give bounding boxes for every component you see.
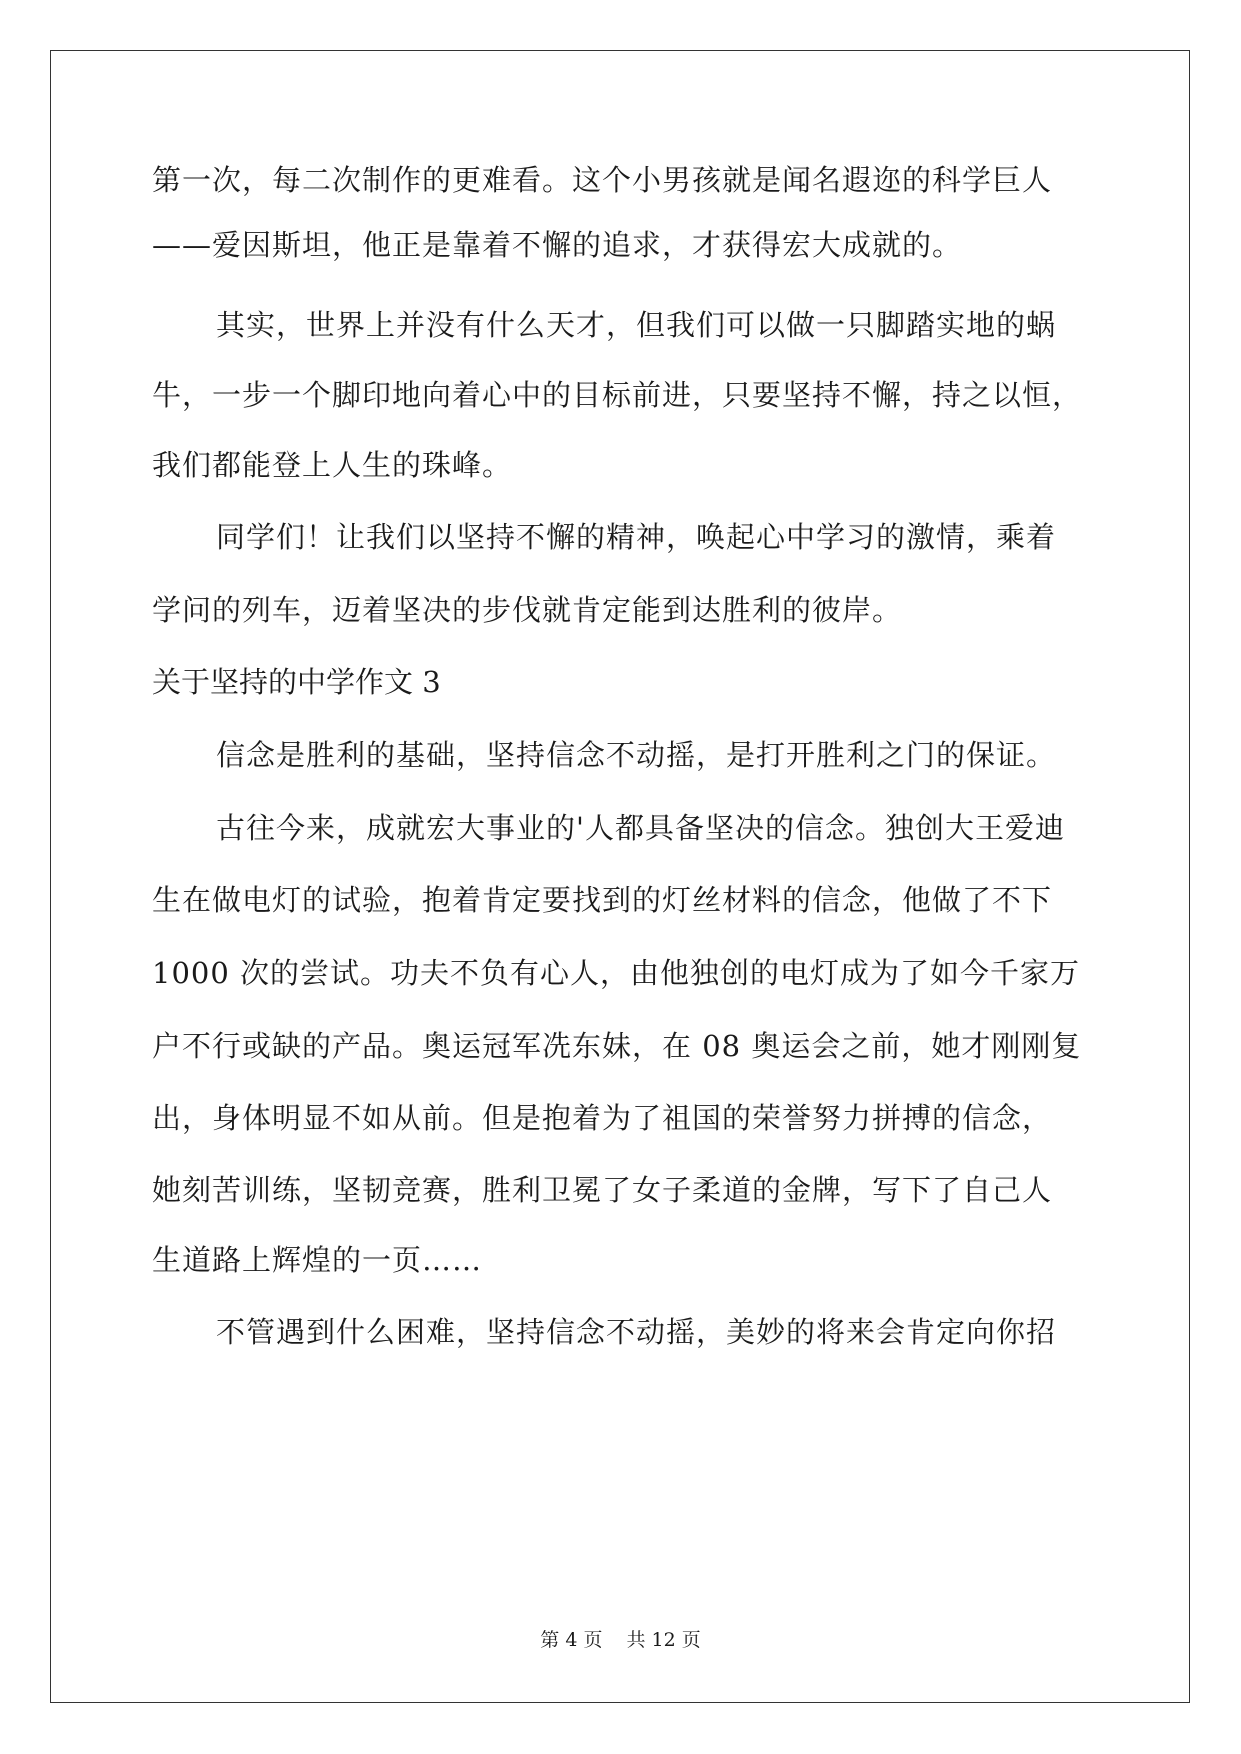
paragraph-start: 信念是胜利的基础，坚持信念不动摇，是打开胜利之门的保证。 [216, 738, 1057, 772]
text-line: ——爱因斯坦，他正是靠着不懈的追求，才获得宏大成就的。 [152, 228, 963, 262]
text-line: 生道路上辉煌的一页…… [152, 1243, 483, 1277]
paragraph-start: 同学们！让我们以坚持不懈的精神，唤起心中学习的激情，乘着 [216, 520, 1057, 554]
text-line: 户不行或缺的产品。奥运冠军冼东妹，在 08 奥运会之前，她才刚刚复 [152, 1029, 1082, 1063]
page-footer [0, 1628, 1241, 1652]
text-line: 学问的列车，迈着坚决的步伐就肯定能到达胜利的彼岸。 [152, 593, 903, 627]
page-border [50, 50, 1190, 1703]
text-line: 第一次，每二次制作的更难看。这个小男孩就是闻名遐迩的科学巨人 [152, 163, 1053, 197]
text-line: 1000 次的尝试。功夫不负有心人，由他独创的电灯成为了如今千家万 [152, 956, 1081, 990]
section-heading: 关于坚持的中学作文 3 [152, 665, 441, 699]
paragraph-start: 古往今来，成就宏大事业的'人都具备坚决的信念。独创大王爱迪 [216, 811, 1065, 845]
paragraph-start: 不管遇到什么困难，坚持信念不动摇，美妙的将来会肯定向你招 [216, 1315, 1057, 1349]
page-total: 共 12 页 [626, 1629, 701, 1651]
text-line: 我们都能登上人生的珠峰。 [152, 448, 513, 482]
paragraph-start: 其实，世界上并没有什么天才，但我们可以做一只脚踏实地的蜗 [216, 308, 1057, 342]
text-line: 牛，一步一个脚印地向着心中的目标前进，只要坚持不懈，持之以恒， [152, 378, 1083, 412]
text-line: 出，身体明显不如从前。但是抱着为了祖国的荣誉努力拼搏的信念， [152, 1101, 1053, 1135]
text-line: 她刻苦训练，坚韧竞赛，胜利卫冕了女子柔道的金牌，写下了自己人 [152, 1173, 1053, 1207]
text-line: 生在做电灯的试验，抱着肯定要找到的灯丝材料的信念，他做了不下 [152, 883, 1053, 917]
page-number: 第 4 页 [540, 1629, 603, 1651]
